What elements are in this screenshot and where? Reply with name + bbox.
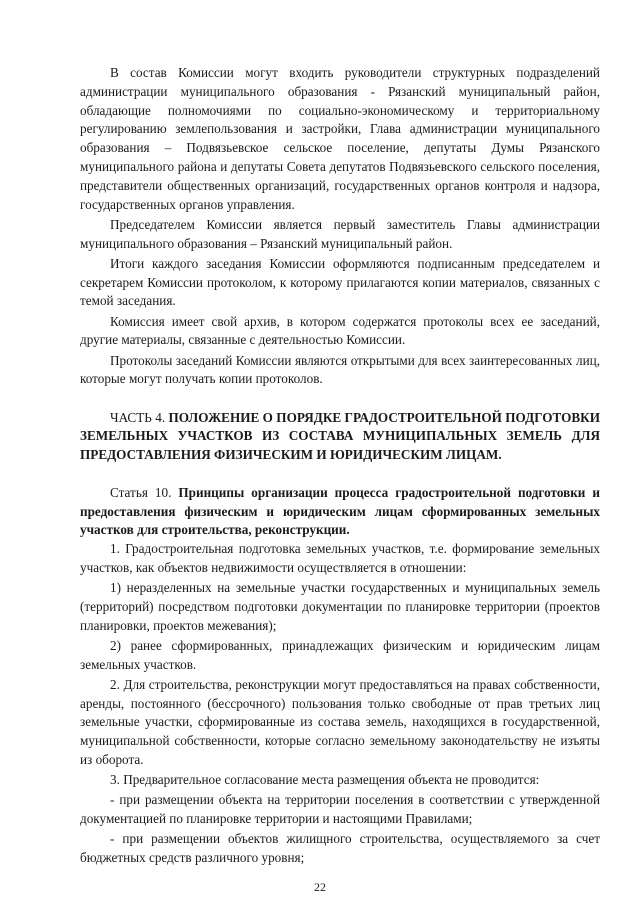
paragraph-clause-1-item-1: 1) неразделенных на земельные участки государственных и муниципальных земель (территорий) посредством подготовки документации по планировке территории (проектов планировки, проектов межевания); [80,580,600,633]
paragraph-meeting-results: Итоги каждого заседания Комиссии оформляются подписанным председателем и секретарем Комиссии протоколом, к которому прилагаются копии материалов, связанных с темой заседания. [80,255,600,309]
part-heading [80,409,600,464]
paragraph-clause-3-item-2: - при размещении объектов жилищного строительства, осуществляемого за счет бюджетных средств различного уровня; [80,831,600,866]
paragraph-clause-2: 2. Для строительства, реконструкции могут предоставляться на правах собственности, аренды, постоянного (бессрочного) пользования только свободные от прав третьих лиц земельные участки, сформированные из состава земель, находящихся в государственной, муниципальной собственности, которые согласно земельному законодательству не изъяты из оборота. [80,676,600,768]
paragraph-clause-1: 1. Градостроительная подготовка земельных участков, т.е. формирование земельных участков, как объектов недвижимости осуществляется в отношении: [80,541,600,575]
paragraph-commission-chair: Председателем Комиссии является первый заместитель Главы администрации муниципального образования – Рязанский муниципальный район. [80,216,600,251]
paragraph-protocols-open: Протоколы заседаний Комиссии являются открытыми для всех заинтересованных лиц, которые могут получать копии протоколов. [80,352,600,387]
paragraph-clause-1-item-2: 2) ранее сформированных, принадлежащих физическим и юридическим лицам земельных участков. [80,637,600,672]
paragraph-commission-composition: В состав Комиссии могут входить руководители структурных подразделений администрации муниципального образования - Рязанский муниципальный район, обладающие полномочиями по социально-экономическому и территориальному регулированию землепользования и застройки, Глава администрации муниципального образования – Подвязьевское сельское поселение, депутаты Думы Рязанского муниципального района и депутаты Совета депутатов Подвязьевского сельского поселения, представители общественных организаций, государственных органов контроля и надзора, государственных органов управления. [80,65,600,212]
part-title: ПОЛОЖЕНИЕ О ПОРЯДКЕ ГРАДОСТРОИТЕЛЬНОЙ ПОДГОТОВКИ ЗЕМЕЛЬНЫХ УЧАСТКОВ ИЗ СОСТАВА МУНИЦИПАЛЬНЫХ ЗЕМЕЛЬ ДЛЯ ПРЕДОСТАВЛЕНИЯ ФИЗИЧЕСКИМ И ЮРИДИЧЕСКИМ ЛИЦАМ. [80,410,601,462]
article-label: Статья 10. [110,484,172,500]
article-heading [80,484,600,540]
page-number: 22 [314,880,326,894]
article-title: Принципы организации процесса градостроительной подготовки и предоставления физическим и юридическим лицам сформированных земельных участков для строительства, реконструкции. [80,484,600,538]
paragraph-commission-archive: Комиссия имеет свой архив, в котором содержатся протоколы всех ее заседаний, другие материалы, связанные с деятельностью Комиссии. [80,313,600,348]
paragraph-clause-3-item-1: - при размещении объекта на территории поселения в соответствии с утвержденной документацией по планировке территории и настоящими Правилами; [80,792,600,827]
part-label: ЧАСТЬ 4. [110,410,166,426]
paragraph-clause-3: 3. Предварительное согласование места размещения объекта не проводится: [110,772,540,788]
page-content [80,64,600,869]
